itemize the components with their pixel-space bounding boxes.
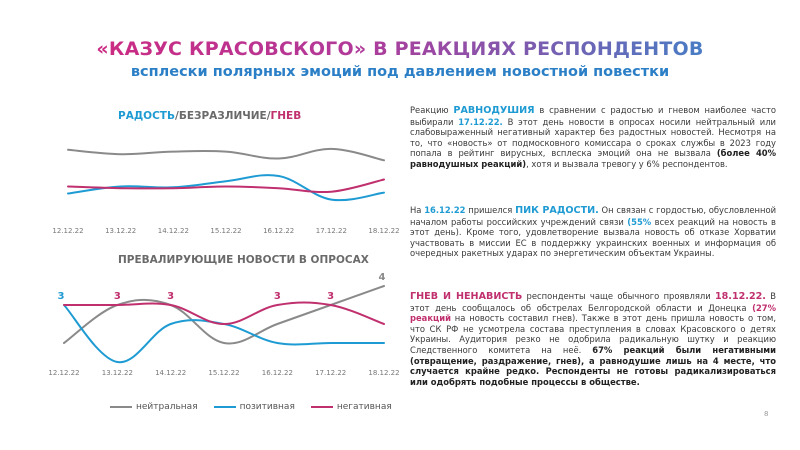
text: в сравнении с радостью и гневом наиболее часто выбирали	[410, 105, 776, 127]
x-tick-label: 17.12.22	[315, 369, 347, 377]
legend-label-positive: позитивная	[239, 402, 295, 412]
page-subtitle: всплески полярных эмоций под давлением новостной повестки	[130, 64, 670, 80]
x-tick-label: 13.12.22	[101, 369, 133, 377]
news-line-chart	[48, 272, 399, 377]
text: на новость составил гнев). Также в этот день пришла новость о том, что СК РФ не усмотрела состава преступления в словах Красовского о детях Украины. Аудитория резко не одобрила радикальную шутку и реакцию Следственного комитета на неё.	[410, 313, 776, 355]
legend-item-positive	[214, 402, 295, 412]
separator: /	[174, 110, 179, 122]
legend-label-neutral: нейтральная	[136, 402, 198, 412]
x-tick-label: 12.12.22	[52, 227, 84, 235]
text: Он связан с гордостью, обусловленной началом работы российских учреждений связи	[410, 205, 777, 227]
data-label: 3	[113, 291, 121, 302]
paragraph-anger	[410, 291, 776, 387]
highlight-percent: (27% реакций	[410, 302, 776, 324]
legend-swatch-neutral	[110, 406, 132, 408]
paragraph-joy	[410, 205, 776, 259]
x-tick-label: 15.12.22	[208, 369, 240, 377]
paragraph-indifference	[410, 105, 776, 170]
indifference-label: БЕЗРАЗЛИЧИЕ	[178, 110, 267, 122]
highlight: РАВНОДУШИЯ	[453, 105, 535, 116]
data-label: 4	[378, 272, 386, 283]
series-line-negative	[64, 302, 384, 324]
text: На	[410, 205, 425, 215]
legend-label-negative: негативная	[336, 402, 392, 412]
x-tick-label: 16.12.22	[261, 369, 293, 377]
page-title: «КАЗУС КРАСОВСКОГО» В РЕАКЦИЯХ РЕСПОНДЕНТОВ	[0, 38, 800, 60]
bold-text: (более 40% равнодушных реакций)	[410, 148, 776, 169]
bold-text: 67% реакций были негативными (отвращение, раздражение, гнев), а равнодушие лишь на 4 месте, что случается крайне редко. Респонденты не готовы радикализироваться или одобрять подобные процессы в обществе.	[410, 344, 776, 387]
highlight-percent: (55%	[627, 216, 652, 227]
legend-item-negative	[311, 402, 392, 412]
text: В этот день новости в опросах носили нейтральный или слабовыраженный негативный характер без радостных новостей. Несмотря на то, что «новость» от подмосковного комиссара о сроках службы в 2023 году попала в рейтинг вирусных, всплеска эмоций она не вызвала	[410, 116, 776, 159]
series-line-neutral	[64, 286, 384, 343]
separator: /	[266, 110, 271, 122]
legend-item-neutral	[110, 402, 198, 412]
x-tick-label: 15.12.22	[210, 227, 242, 235]
text: Реакцию	[410, 105, 454, 115]
emotions-line-chart	[52, 149, 399, 235]
chart-legend	[110, 402, 392, 412]
x-tick-label: 18.12.22	[368, 369, 400, 377]
text: всех реакций на новость в этот день). Кроме того, удовлетворение вызвала новость об отказе Хорватии участвовать в миссии ЕС в поддержку украинских военных и информация об очередных ракетных ударах по энергетическим объектам Украины.	[410, 216, 776, 259]
data-label: 3	[57, 291, 65, 302]
joy-label: РАДОСТЬ	[118, 110, 175, 122]
anger-label: ГНЕВ	[270, 110, 302, 122]
highlight: ПИК РАДОСТИ.	[515, 205, 599, 216]
x-tick-label: 16.12.22	[263, 227, 295, 235]
legend-swatch-positive	[214, 406, 236, 408]
legend-swatch-negative	[311, 406, 333, 408]
x-tick-label: 14.12.22	[157, 227, 189, 235]
x-tick-label: 12.12.22	[48, 369, 80, 377]
highlight: ГНЕВ И НЕНАВИСТЬ	[410, 291, 523, 302]
x-tick-label: 14.12.22	[155, 369, 187, 377]
highlight-date: 17.12.22.	[458, 116, 503, 127]
x-tick-label: 13.12.22	[105, 227, 137, 235]
data-label: 3	[327, 291, 335, 302]
x-tick-label: 18.12.22	[368, 227, 400, 235]
news-chart-title: ПРЕВАЛИРУЮЩИЕ НОВОСТИ В ОПРОСАХ	[118, 254, 369, 266]
text: , хотя и вызвала тревогу у 6% респондентов.	[526, 158, 728, 169]
text: В этот день сообщалось об обстрелах Белгородской области и Донецка	[410, 291, 776, 313]
text: пришелся	[465, 205, 516, 215]
series-line-neutral	[68, 149, 384, 160]
text: респонденты чаще обычного проявляли	[522, 291, 715, 301]
highlight-date: 18.12.22.	[714, 291, 766, 302]
data-label: 3	[167, 291, 175, 302]
page-number: 8	[764, 410, 769, 418]
x-tick-label: 17.12.22	[315, 227, 347, 235]
highlight-date: 16.12.22	[424, 205, 466, 215]
series-line-positive	[64, 305, 384, 362]
data-label: 3	[273, 291, 281, 302]
